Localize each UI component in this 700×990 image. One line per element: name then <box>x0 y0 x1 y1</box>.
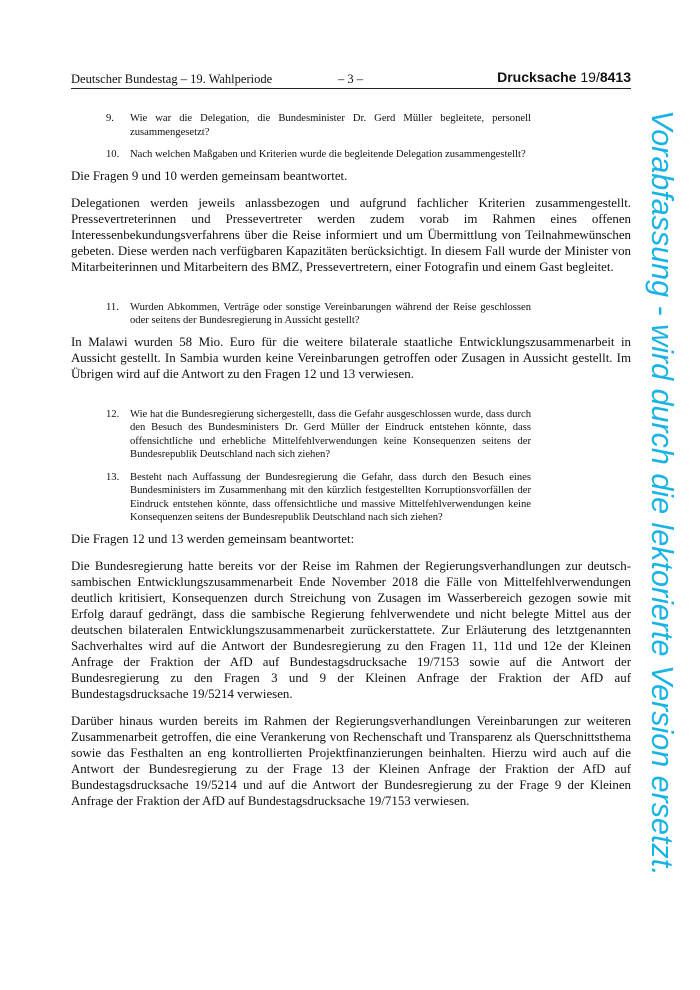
question-text: Besteht nach Auffassung der Bundesregierung die Gefahr, dass durch den Besuch eines Bundesministers im Zusammenhang mit den kürzlich festgestellten Korruptionsvorfällen der Eindruck entstehen könnte, dass offensichtliche und massive Mittelfehlverwendungen keine Konsequenzen seitens der Bundesrepublik Deutschland nach sich ziehen? <box>130 471 531 523</box>
question-9 <box>71 112 531 139</box>
question-number: 11. <box>106 301 119 313</box>
question-number: 9. <box>106 113 114 124</box>
page-number: – 3 – <box>338 72 363 86</box>
drucksache-number-prefix: 19/ <box>576 69 600 85</box>
answer-paragraph: Die Fragen 12 und 13 werden gemeinsam beantwortet: <box>71 531 355 546</box>
question-text: Wie war die Delegation, die Bundesminister Dr. Gerd Müller begleitete, personell zusammengesetzt? <box>130 113 531 138</box>
question-12 <box>71 408 531 462</box>
page-header <box>71 70 631 88</box>
question-text: Wurden Abkommen, Verträge oder sonstige Vereinbarungen während der Reise geschlossen oder seitens der Bundesregierung in Aussicht gestellt? <box>130 301 531 326</box>
question-text: Nach welchen Maßgaben und Kriterien wurde die begleitende Delegation zusammengestellt? <box>130 149 526 160</box>
answer-paragraph: Darüber hinaus wurden bereits im Rahmen der Regierungsverhandlungen Vereinbarungen zur weiteren Zusammenarbeit getroffen, die eine Verankerung von Rechenschaft und Transparenz als Querschnittsthema sowie das Festhalten an eng kontrollierten Projektfinanzierungen beinhalten. Hierzu wird auch auf die Antwort der Bundesregierung zu der Frage 13 der Kleinen Anfrage der Fraktion der AfD auf Bundestagsdrucksache 19/5214 und auf die Antwort der Bundesregierung zu der Frage 9 der Kleinen Anfrage der Fraktion der AfD auf Bundestagsdrucksache 19/7153 verwiesen. <box>71 713 631 808</box>
header-parliament: Deutscher Bundestag – 19. Wahlperiode <box>71 72 273 86</box>
question-11 <box>71 301 531 328</box>
drucksache-number: 8413 <box>599 69 631 85</box>
answer-paragraph: Die Fragen 9 und 10 werden gemeinsam beantwortet. <box>71 168 348 183</box>
draft-watermark: Vorabfassung - wird durch die lektorierte Version ersetzt. <box>645 110 679 876</box>
drucksache-word: Drucksache <box>497 69 577 85</box>
question-13 <box>71 471 531 525</box>
drucksache-label <box>497 69 631 85</box>
document-body <box>71 112 631 809</box>
answer-paragraph: In Malawi wurden 58 Mio. Euro für die weitere bilaterale staatliche Entwicklungszusammenarbeit in Aussicht gestellt. In Sambia wurden keine Vereinbarungen getroffen oder Zusagen in Aussicht gestellt. Im Übrigen wird auf die Antwort zu den Fragen 12 und 13 verwiesen. <box>71 334 631 381</box>
question-number: 13. <box>106 471 120 483</box>
question-text: Wie hat die Bundesregierung sichergestellt, dass die Gefahr ausgeschlossen wurde, dass durch den Besuch des Bundesministers Dr. Gerd Müller der Eindruck entstehen könnte, dass offensichtliche und erhebliche Mittelfehlverwendungen keine Konsequenzen seitens der Bundesrepublik Deutschland nach sich ziehen? <box>130 408 531 460</box>
answer-paragraph: Die Bundesregierung hatte bereits vor der Reise im Rahmen der Regierungsverhandlungen zur deutsch-sambischen Entwicklungszusammenarbeit Ende November 2018 die Fälle von Mittelfehlverwendungen deutlich kritisiert, Konsequenzen durch Streichung von Zusagen im Wasserbereich gezogen sowie mit Erfolg darauf gedrängt, dass die sambische Regierung fehlverwendete und nicht belegte Mittel aus der deutschen bilateralen Entwicklungszusammenarbeit zurückerstattete. Zur Erläuterung des letztgenannten Sachverhaltes wird auf die Antwort der Bundesregierung zu den Fragen 11, 11d und 12e der Kleinen Anfrage der Fraktion der AfD auf Bundestagsdrucksache 19/7153 sowie auf die Antwort der Bundesregierung zu den Fragen 3 und 9 der Kleinen Anfrage der Fraktion der AfD auf Bundestagsdrucksache 19/5214 verwiesen. <box>71 558 631 701</box>
question-number: 10. <box>106 149 120 160</box>
answer-paragraph: Delegationen werden jeweils anlassbezogen und aufgrund fachlicher Kriterien zusammengestellt. Pressevertreterinnen und Pressevertreter werden zudem vorab im Rahmen eines offenen Interessenbekundungsverfahrens über die Reise informiert und um Übermittlung von Teilnahmewünschen gebeten. Diese werden nach verfügbaren Kapazitäten berücksichtigt. In diesem Fall wurde der Minister von Mitarbeiterinnen und Mitarbeitern des BMZ, Pressevertretern, einer Fotografin und einem Gast begleitet. <box>71 195 631 274</box>
header-rule <box>71 88 631 89</box>
question-10 <box>71 148 531 162</box>
question-number: 12. <box>106 408 120 420</box>
